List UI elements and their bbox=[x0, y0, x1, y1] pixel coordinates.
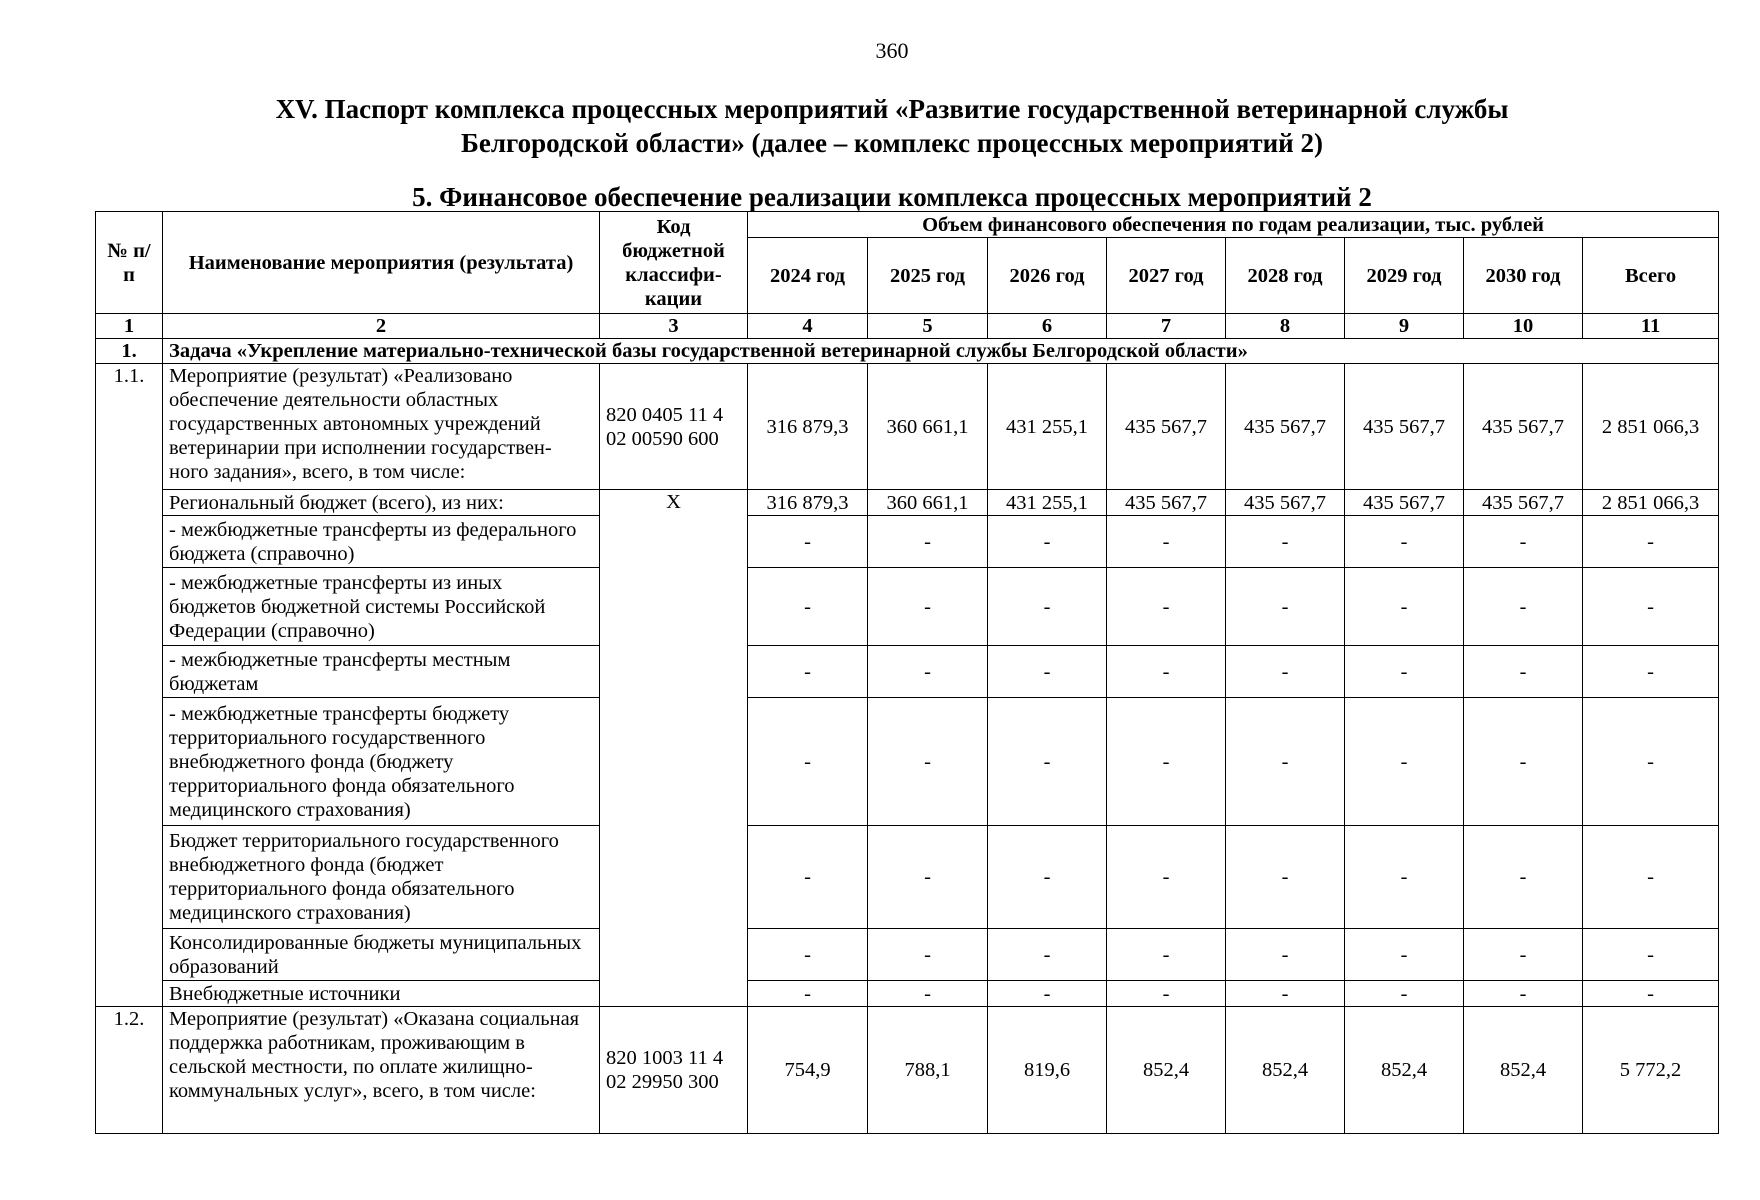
sub-row-value: - bbox=[748, 981, 868, 1007]
item-1-value: 435 567,7 bbox=[1107, 364, 1226, 490]
item-2-code: 820 1003 11 4 02 29950 300 bbox=[600, 1007, 748, 1134]
sub-row-value: - bbox=[1583, 646, 1719, 698]
sub-row-value: - bbox=[1345, 929, 1464, 981]
sub-row-value: - bbox=[1107, 981, 1226, 1007]
item-2-value: 852,4 bbox=[1226, 1007, 1345, 1134]
sub-row-name: - межбюджетные трансферты из иных бюджетов бюджетной системы Российской Федерации (справочно) bbox=[163, 568, 600, 646]
regional-budget-row bbox=[96, 490, 1719, 516]
sub-row-value: - bbox=[868, 516, 988, 568]
sub-row-value: - bbox=[868, 698, 988, 826]
sub-row-value: - bbox=[748, 698, 868, 826]
column-number: 6 bbox=[988, 314, 1107, 339]
column-number: 11 bbox=[1583, 314, 1719, 339]
sub-row-value: - bbox=[1345, 981, 1464, 1007]
sub-row-value: - bbox=[1464, 929, 1583, 981]
heading-line-1: XV. Паспорт комплекса процессных мероприятий «Развитие государственной ветеринарной службы bbox=[275, 94, 1509, 124]
sub-row-value: - bbox=[868, 929, 988, 981]
column-number: 4 bbox=[748, 314, 868, 339]
header-year: 2026 год bbox=[988, 238, 1107, 314]
regional-total: 2 851 066,3 bbox=[1583, 490, 1719, 516]
sub-row-value: - bbox=[1345, 516, 1464, 568]
sub-row bbox=[96, 826, 1719, 929]
sub-row-value: - bbox=[1464, 981, 1583, 1007]
sub-row-value: - bbox=[1226, 646, 1345, 698]
sub-row-value: - bbox=[1226, 929, 1345, 981]
sub-row-value: - bbox=[1345, 568, 1464, 646]
column-number: 9 bbox=[1345, 314, 1464, 339]
sub-row-value: - bbox=[1345, 826, 1464, 929]
header-code: Код бюджетной классифи- кации bbox=[600, 212, 748, 314]
sub-row-value: - bbox=[748, 568, 868, 646]
sub-row-value: - bbox=[1345, 646, 1464, 698]
document-heading bbox=[0, 92, 1760, 160]
header-year: 2030 год bbox=[1464, 238, 1583, 314]
item-2-value: 852,4 bbox=[1107, 1007, 1226, 1134]
header-year: 2029 год bbox=[1345, 238, 1464, 314]
sub-row-value: - bbox=[1464, 826, 1583, 929]
column-number: 5 bbox=[868, 314, 988, 339]
item-2-value: 819,6 bbox=[988, 1007, 1107, 1134]
sub-row bbox=[96, 646, 1719, 698]
sub-row-name: - межбюджетные трансферты из федерального бюджета (справочно) bbox=[163, 516, 600, 568]
regional-value: 435 567,7 bbox=[1345, 490, 1464, 516]
item-2-row bbox=[96, 1007, 1719, 1134]
sub-row bbox=[96, 981, 1719, 1007]
task-text: Задача «Укрепление материально-технической базы государственной ветеринарной службы Белгородской области» bbox=[163, 339, 1719, 364]
sub-row-name: Бюджет территориального государственного внебюджетного фонда (бюджет территориального фонда обязательного медицинского страхования) bbox=[163, 826, 600, 929]
item-1-value: 431 255,1 bbox=[988, 364, 1107, 490]
regional-value: 316 879,3 bbox=[748, 490, 868, 516]
sub-row bbox=[96, 929, 1719, 981]
item-2-value: 754,9 bbox=[748, 1007, 868, 1134]
sub-row-value: - bbox=[1107, 826, 1226, 929]
sub-row-value: - bbox=[1583, 516, 1719, 568]
sub-row-value: - bbox=[1345, 698, 1464, 826]
heading-line-2: Белгородской области» (далее – комплекс процессных мероприятий 2) bbox=[461, 128, 1323, 158]
sub-row-value: - bbox=[1107, 516, 1226, 568]
sub-row-value: - bbox=[988, 646, 1107, 698]
sub-row-value: - bbox=[988, 981, 1107, 1007]
item-2-total: 5 772,2 bbox=[1583, 1007, 1719, 1134]
column-number: 8 bbox=[1226, 314, 1345, 339]
sub-row-value: - bbox=[1583, 568, 1719, 646]
sub-row-value: - bbox=[1464, 568, 1583, 646]
sub-row-value: - bbox=[868, 826, 988, 929]
item-2-value: 852,4 bbox=[1464, 1007, 1583, 1134]
item-1-number: 1.1. bbox=[96, 364, 163, 1007]
item-1-total: 2 851 066,3 bbox=[1583, 364, 1719, 490]
page-number: 360 bbox=[875, 38, 909, 63]
item-1-value: 360 661,1 bbox=[868, 364, 988, 490]
sub-row-value: - bbox=[1583, 826, 1719, 929]
sub-row-value: - bbox=[988, 698, 1107, 826]
sub-row-name: Консолидированные бюджеты муниципальных образований bbox=[163, 929, 600, 981]
column-number-row bbox=[96, 314, 1719, 339]
regional-budget-name: Региональный бюджет (всего), из них: bbox=[163, 490, 600, 516]
regional-value: 360 661,1 bbox=[868, 490, 988, 516]
column-number: 2 bbox=[163, 314, 600, 339]
sub-row bbox=[96, 516, 1719, 568]
header-year: 2025 год bbox=[868, 238, 988, 314]
regional-budget-code: Х bbox=[600, 490, 748, 1007]
sub-row-value: - bbox=[748, 826, 868, 929]
header-year: 2024 год bbox=[748, 238, 868, 314]
sub-row-name: - межбюджетные трансферты местным бюджетам bbox=[163, 646, 600, 698]
header-year: 2028 год bbox=[1226, 238, 1345, 314]
sub-row-value: - bbox=[868, 981, 988, 1007]
column-number: 7 bbox=[1107, 314, 1226, 339]
item-1-name: Мероприятие (результат) «Реализовано обеспечение деятельности областных государственных автономных учреждений ветеринарии при исполнении государствен- ного задания», всего, в том числе: bbox=[163, 364, 600, 490]
sub-row-value: - bbox=[1583, 698, 1719, 826]
item-2-value: 852,4 bbox=[1345, 1007, 1464, 1134]
sub-row-value: - bbox=[748, 646, 868, 698]
sub-row-value: - bbox=[868, 646, 988, 698]
item-2-number: 1.2. bbox=[96, 1007, 163, 1134]
sub-row-value: - bbox=[988, 516, 1107, 568]
sub-row-value: - bbox=[1226, 981, 1345, 1007]
sub-row-value: - bbox=[1464, 698, 1583, 826]
sub-row-value: - bbox=[1226, 568, 1345, 646]
regional-value: 435 567,7 bbox=[1226, 490, 1345, 516]
sub-row-value: - bbox=[1464, 516, 1583, 568]
sub-row-value: - bbox=[1583, 929, 1719, 981]
section-title: 5. Финансовое обеспечение реализации комплекса процессных мероприятий 2 bbox=[412, 182, 1372, 212]
sub-row-value: - bbox=[748, 929, 868, 981]
sub-row-value: - bbox=[868, 568, 988, 646]
sub-row-value: - bbox=[1107, 698, 1226, 826]
item-1-value: 435 567,7 bbox=[1464, 364, 1583, 490]
header-name: Наименование мероприятия (результата) bbox=[163, 212, 600, 314]
item-1-row bbox=[96, 364, 1719, 490]
sub-row-value: - bbox=[988, 568, 1107, 646]
item-2-value: 788,1 bbox=[868, 1007, 988, 1134]
sub-row bbox=[96, 698, 1719, 826]
financing-table bbox=[95, 211, 1719, 1134]
header-total: Всего bbox=[1583, 238, 1719, 314]
sub-row-value: - bbox=[1226, 698, 1345, 826]
item-1-value: 435 567,7 bbox=[1226, 364, 1345, 490]
sub-row bbox=[96, 568, 1719, 646]
sub-row-value: - bbox=[988, 826, 1107, 929]
sub-row-value: - bbox=[1226, 516, 1345, 568]
task-row bbox=[96, 339, 1719, 364]
task-number: 1. bbox=[96, 339, 163, 364]
sub-row-value: - bbox=[1464, 646, 1583, 698]
sub-row-value: - bbox=[1107, 646, 1226, 698]
header-row-1 bbox=[96, 212, 1719, 238]
sub-row-value: - bbox=[1107, 568, 1226, 646]
item-1-value: 316 879,3 bbox=[748, 364, 868, 490]
column-number: 1 bbox=[96, 314, 163, 339]
column-number: 10 bbox=[1464, 314, 1583, 339]
item-2-name: Мероприятие (результат) «Оказана социальная поддержка работникам, проживающим в сельской местности, по оплате жилищно-коммунальных услуг», всего, в том числе: bbox=[163, 1007, 600, 1134]
header-year: 2027 год bbox=[1107, 238, 1226, 314]
sub-row-value: - bbox=[1226, 826, 1345, 929]
header-group: Объем финансового обеспечения по годам реализации, тыс. рублей bbox=[748, 212, 1719, 238]
sub-row-value: - bbox=[988, 929, 1107, 981]
column-number: 3 bbox=[600, 314, 748, 339]
sub-row-value: - bbox=[1107, 929, 1226, 981]
regional-value: 435 567,7 bbox=[1107, 490, 1226, 516]
regional-value: 435 567,7 bbox=[1464, 490, 1583, 516]
sub-row-name: Внебюджетные источники bbox=[163, 981, 600, 1007]
sub-row-value: - bbox=[1583, 981, 1719, 1007]
sub-row-name: - межбюджетные трансферты бюджету территориального государственного внебюджетного фонда (бюджету территориального фонда обязательного медицинского страхования) bbox=[163, 698, 600, 826]
sub-row-value: - bbox=[748, 516, 868, 568]
header-no: № п/п bbox=[96, 212, 163, 314]
item-1-value: 435 567,7 bbox=[1345, 364, 1464, 490]
item-1-code: 820 0405 11 4 02 00590 600 bbox=[600, 364, 748, 490]
regional-value: 431 255,1 bbox=[988, 490, 1107, 516]
